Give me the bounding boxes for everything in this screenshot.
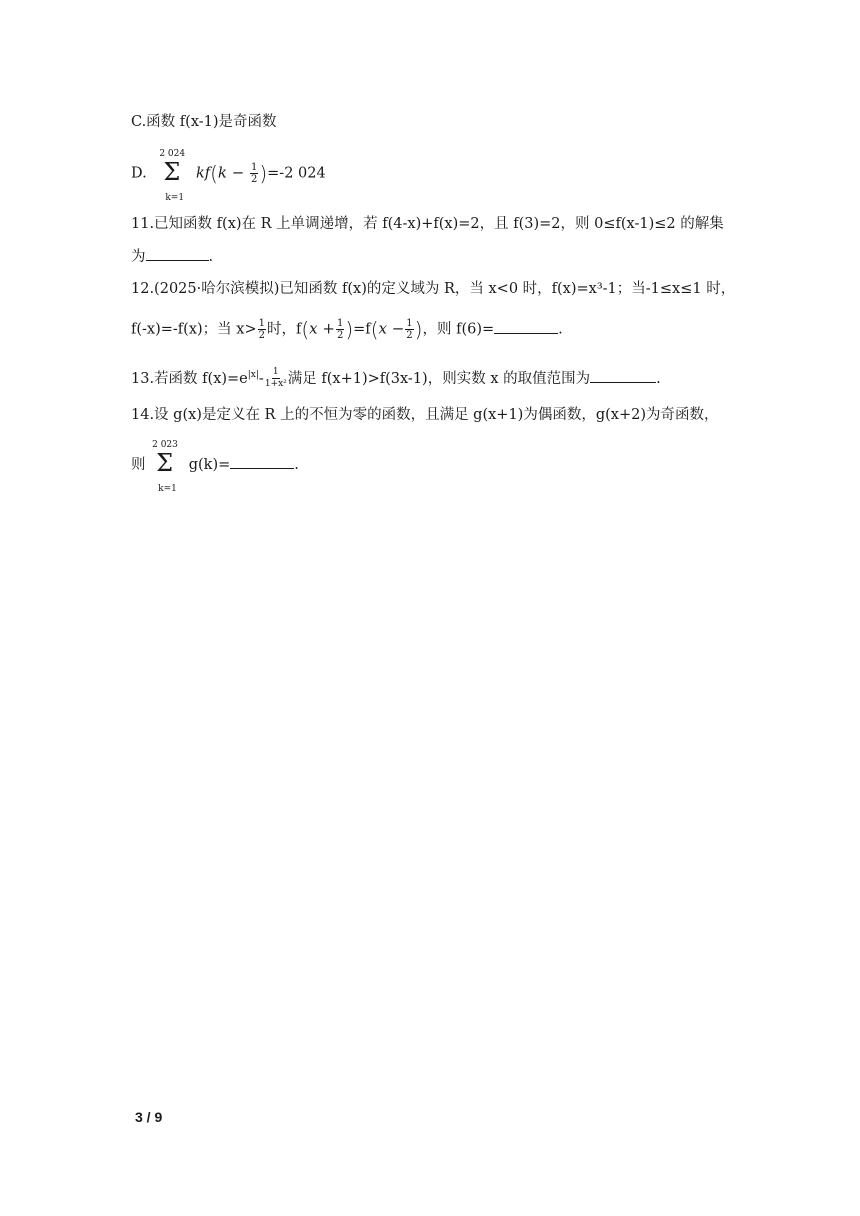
answer-blank-14[interactable] [230,454,294,469]
option-c [131,112,277,132]
paren-close: ) [345,317,354,342]
answer-blank-13[interactable] [590,368,656,383]
paren-close: ) [414,317,423,342]
question-12-part-d: ，则 f(6)= [422,321,495,338]
summation-symbol [159,148,187,203]
sum-upper-limit: 2 023 [152,440,178,450]
option-d-label: D. [131,165,147,182]
answer-blank-12[interactable] [494,319,558,334]
question-11-prefix: 为 [131,249,146,265]
sigma-icon: Σ [163,157,181,186]
minus-sign: - [258,370,264,387]
term-inner: k − [217,163,245,182]
question-13-period: . [656,370,661,387]
argument-minus: x − [378,319,405,338]
question-12-period: . [558,321,563,338]
exponent: |x| [247,370,259,380]
question-11-line-1 [131,214,724,234]
question-14-prefix: 则 [131,457,146,473]
option-d-result: =-2 024 [267,165,326,182]
sigma-icon: Σ [156,449,174,477]
question-14-line-1 [131,405,718,425]
question-14-text: 14.设 g(x)是定义在 R 上的不恒为零的函数，且满足 g(x+1)为偶函数，g(x+2)为奇函数， [131,407,719,423]
sum-term: g(k)= [188,457,231,473]
fraction-numerator: 1 [336,318,344,329]
fraction-half [258,318,266,341]
question-11-text: 11.已知函数 f(x)在 R 上单调递增，若 f(4-x)+f(x)=2，且 f(3)=2，则 0≤f(x-1)≤2 的解集 [131,216,724,232]
question-13-prefix: 13.若函数 f(x)=e [131,370,248,387]
question-12-text: 12.(2025·哈尔滨模拟)已知函数 f(x)的定义域为 R，当 x<0 时，f(x)=x³-1；当-1≤x≤1 时， [131,281,736,297]
question-11-line-2 [131,246,213,267]
sum-lower-limit: k=1 [158,484,177,494]
question-13 [131,365,661,390]
question-12-line-2 [131,318,563,341]
fraction-half [336,318,344,341]
argument-plus: x + [309,319,335,338]
fraction-numerator: 1 [250,162,258,173]
fraction-denominator: 2 [258,330,265,341]
question-11-period: . [208,249,214,265]
sum-upper-limit: 2 024 [159,148,186,159]
question-14-line-2 [131,440,299,494]
paren-open: ( [210,161,218,186]
fraction-denominator: 2 [250,174,258,185]
fraction-denominator: 1+x² [264,379,287,390]
fraction-numerator: 1 [272,367,279,378]
fraction [250,162,258,185]
question-12-line-1 [131,279,735,299]
term-head: kf [195,165,211,182]
fraction [265,367,287,390]
question-13-suffix: 满足 f(x+1)>f(3x-1)，则实数 x 的取值范围为 [287,370,591,387]
summation-symbol [152,440,180,494]
paren-close: ) [259,161,268,186]
question-12-part-b: 时，f [266,321,302,338]
paren-open: ( [301,317,310,342]
option-c-text: C.函数 f(x-1)是奇函数 [131,114,277,130]
question-12-part-c: =f [353,321,371,338]
fraction-numerator: 1 [258,318,265,329]
fraction-numerator: 1 [406,318,413,329]
fraction-half [405,318,413,341]
option-d [131,148,326,203]
page-number: 3 / 9 [135,1109,163,1125]
fraction-denominator: 2 [336,330,344,341]
question-14-period: . [294,457,299,473]
fraction-denominator: 2 [406,330,413,341]
answer-blank-11[interactable] [146,246,209,261]
paren-open: ( [370,317,379,342]
question-12-part-a: f(-x)=-f(x)；当 x> [131,321,257,338]
sum-lower-limit: k=1 [165,192,185,203]
